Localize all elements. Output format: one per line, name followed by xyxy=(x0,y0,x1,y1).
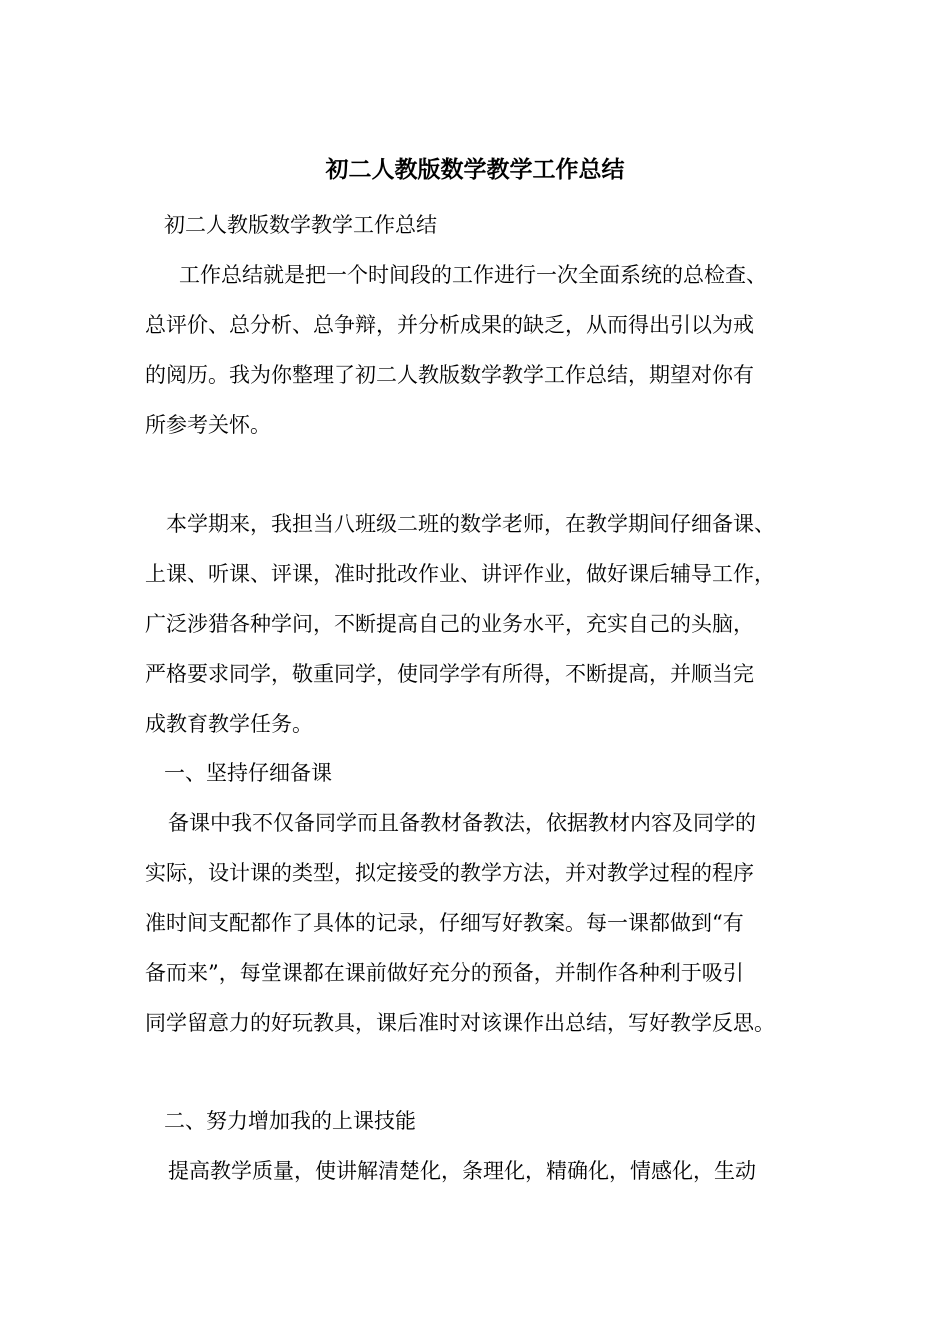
paragraph-line: 严格要求同学，敬重同学，使同学学有所得，不断提高，并顺当完 xyxy=(145,662,754,686)
intro-line: 的阅历。我为你整理了初二人教版数学教学工作总结，期望对你有 xyxy=(145,363,754,387)
paragraph-line: 本学期来，我担当八班级二班的数学老师，在教学期间仔细备课、 xyxy=(166,512,775,536)
intro-line: 总评价、总分析、总争辩，并分析成果的缺乏，从而得出引以为戒 xyxy=(145,313,754,337)
section-body-line: 准时间支配都作了具体的记录，仔细写好教案。每一课都做到“有 xyxy=(145,911,744,935)
paragraph-line: 成教育教学任务。 xyxy=(145,712,313,736)
intro-line: 所参考关怀。 xyxy=(145,413,271,437)
section-body-line: 提高教学质量，使讲解清楚化，条理化，精确化，情感化，生动 xyxy=(168,1159,756,1183)
intro-line: 工作总结就是把一个时间段的工作进行一次全面系统的总检查、 xyxy=(179,263,767,287)
document-subtitle: 初二人教版数学教学工作总结 xyxy=(164,213,437,237)
section-body-line: 备而来”，每堂课都在课前做好充分的预备，并制作各种利于吸引 xyxy=(145,961,744,985)
section-heading: 一、坚持仔细备课 xyxy=(164,761,332,785)
section-heading: 二、努力增加我的上课技能 xyxy=(164,1109,416,1133)
paragraph-line: 广泛涉猎各种学问，不断提高自己的业务水平，充实自己的头脑， xyxy=(145,612,754,636)
paragraph-line: 上课、听课、评课，准时批改作业、讲评作业，做好课后辅导工作， xyxy=(145,562,775,586)
section-body-line: 同学留意力的好玩教具，课后准时对该课作出总结，写好教学反思。 xyxy=(145,1011,775,1035)
document-title: 初二人教版数学教学工作总结 xyxy=(325,156,625,183)
section-body-line: 备课中我不仅备同学而且备教材备教法，依据教材内容及同学的 xyxy=(168,811,756,835)
section-body-line: 实际，设计课的类型，拟定接受的教学方法，并对教学过程的程序 xyxy=(145,861,754,885)
